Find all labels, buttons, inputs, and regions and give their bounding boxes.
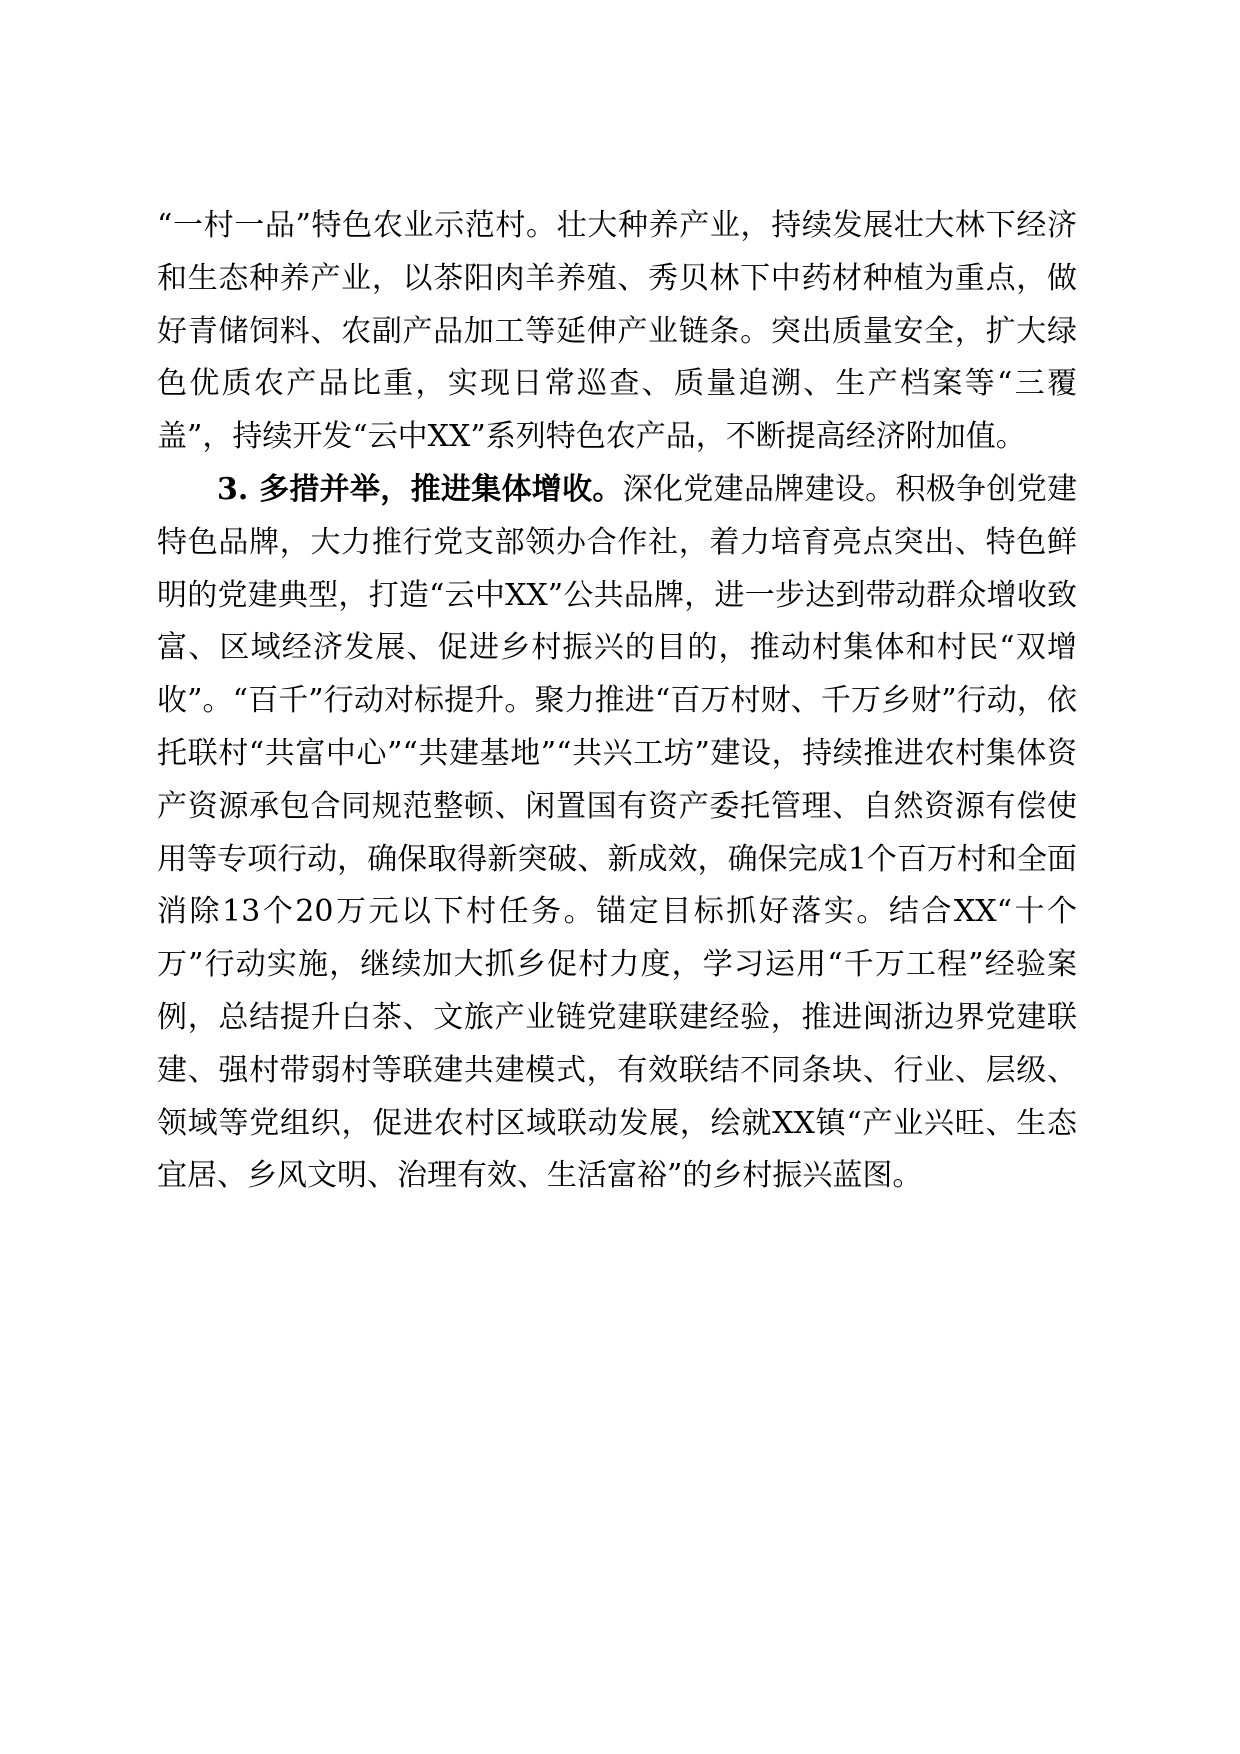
section-heading: 3. 多措并举，推进集体增收。 (217, 471, 623, 507)
paragraph-2 (157, 464, 1077, 1203)
paragraph-2-text: 深化党建品牌建设。积极争创党建特色品牌，大力推行党支部领办合作社，着力培育亮点突出、特色鲜明的党建典型，打造“云中XX”公共品牌，进一步达到带动群众增收致富、区域经济发展、促进乡村振兴的目的，推动村集体和村民“双增收”。“百千”行动对标提升。聚力推进“百万村财、千万乡财”行动，依托联村“共富中心”“共建基地”“共兴工坊”建设，持续推进农村集体资产资源承包合同规范整顿、闲置国有资产委托管理、自然资源有偿使用等专项行动，确保取得新突破、新成效，确保完成1个百万村和全面消除13个20万元以下村任务。锚定目标抓好落实。结合XX“十个万”行动实施，继续加大抓乡促村力度，学习运用“千万工程”经验案例，总结提升白茶、文旅产业链党建联建经验，推进闽浙边界党建联建、强村带弱村等联建共建模式，有效联结不同条块、行业、层级、领域等党组织，促进农村区域联动发展，绘就XX镇“产业兴旺、生态宜居、乡风文明、治理有效、生活富裕”的乡村振兴蓝图。 (157, 471, 1078, 1194)
paragraph-1: “一村一品”特色农业示范村。壮大种养产业，持续发展壮大林下经济和生态种养产业，以茶阳肉羊养殖、秀贝林下中药材种植为重点，做好青储饲料、农副产品加工等延伸产业链条。突出质量安全，扩大绿色优质农产品比重，实现日常巡查、质量追溯、生产档案等“三覆盖”，持续开发“云中XX”系列特色农产品，不断提高经济附加值。 (157, 208, 1077, 455)
document-body (157, 200, 1077, 1203)
